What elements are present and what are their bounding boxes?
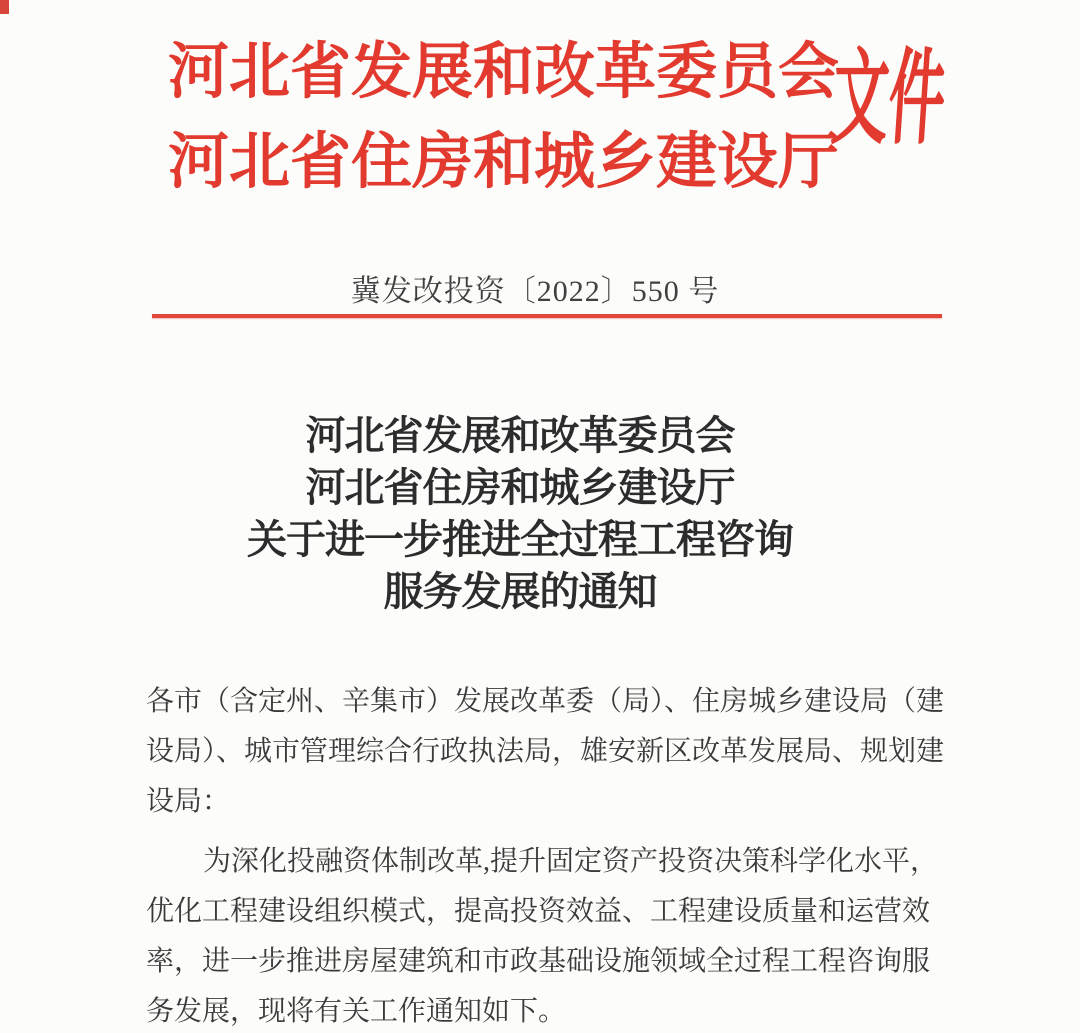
addressee-line-1: 各市（含定州、辛集市）发展改革委（局）、住房城乡建设局（建: [146, 686, 945, 717]
document-title: [110, 410, 930, 618]
title-line-2: 河北省住房和城乡建设厅: [305, 465, 735, 510]
title-line-3: 关于进一步推进全过程工程咨询: [247, 517, 793, 562]
addressee-paragraph: [146, 677, 945, 827]
red-divider-line: [152, 314, 942, 318]
addressee-line-2: 设局）、城市管理综合行政执法局，雄安新区改革发展局、规划建: [146, 736, 945, 767]
body-line-1: 为深化投融资体制改革,提升固定资产投资决策科学化水平，: [203, 846, 939, 877]
body-line-3: 率，进一步推进房屋建筑和市政基础设施领域全过程工程咨询服: [146, 946, 931, 977]
body-line-4: 务发展，现将有关工作通知如下。: [146, 996, 567, 1027]
scan-corner-artifact: [0, 0, 9, 14]
agency-name-line-2: 河北省住房和城乡建设厅: [168, 129, 840, 196]
issuing-agency-letterhead: [168, 28, 848, 208]
document-mark-wenjian: 文件: [828, 42, 949, 157]
agency-name-line-1: 河北省发展和改革委员会: [168, 39, 840, 106]
title-line-4: 服务发展的通知: [383, 569, 657, 614]
body-line-2: 优化工程建设组织模式，提高投资效益、工程建设质量和运营效: [146, 896, 931, 927]
document-reference-number: 冀发改投资〔2022〕550 号: [350, 275, 720, 308]
body-paragraph: [146, 837, 939, 1033]
title-line-1: 河北省发展和改革委员会: [305, 413, 735, 458]
addressee-line-3: 设局：: [146, 786, 231, 817]
